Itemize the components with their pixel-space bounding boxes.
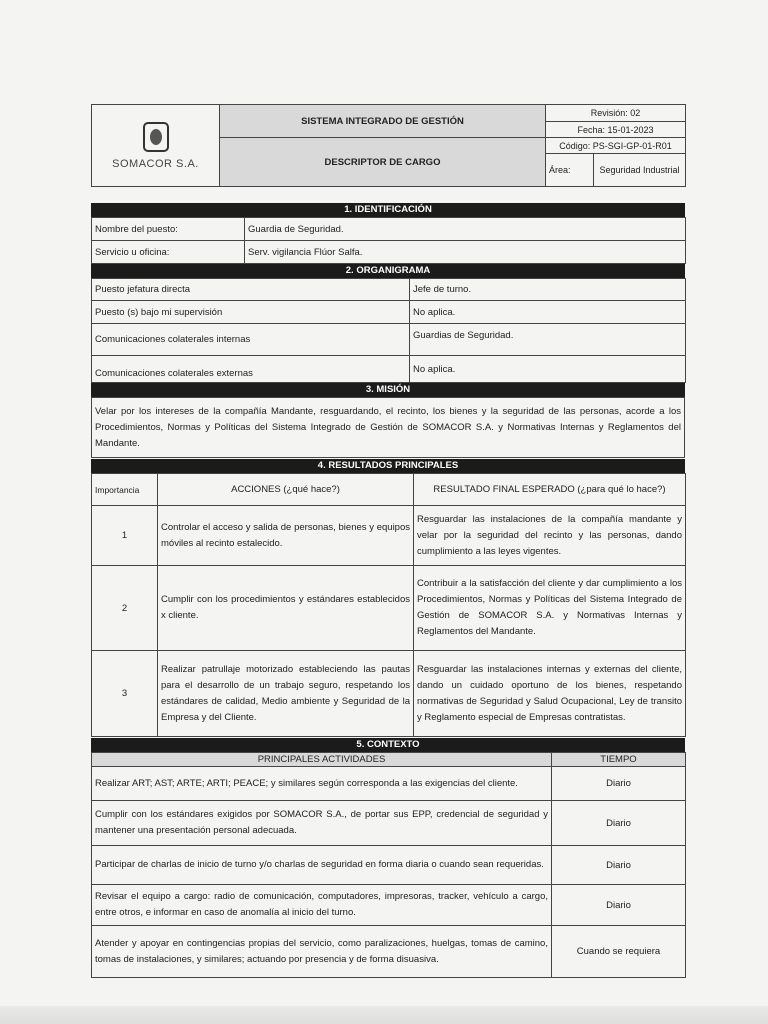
col-header-importancia: Importancia <box>92 474 158 506</box>
page-bottom-edge <box>0 1006 768 1024</box>
area-label: Área: <box>546 154 594 187</box>
field-value: Serv. vigilancia Flúor Salfa. <box>245 241 686 264</box>
company-logo <box>92 105 220 187</box>
document-title: DESCRIPTOR DE CARGO <box>220 138 546 187</box>
field-value: Guardia de Seguridad. <box>245 218 686 241</box>
section-organigrama-title: 2. ORGANIGRAMA <box>91 264 685 278</box>
revision: Revisión: 02 <box>546 105 686 122</box>
section-resultados-title: 4. RESULTADOS PRINCIPALES <box>91 459 685 473</box>
activity-time: Diario <box>552 767 686 801</box>
col-header-acciones: ACCIONES (¿qué hace?) <box>158 474 414 506</box>
activity-time: Diario <box>552 801 686 846</box>
mision-text: Velar por los intereses de la compañía Mandante, resguardando, el recinto, los bienes y la seguridad de las personas, acorde a los Procedimientos, Normas y Políticas del Sistema Integrado de Gestión de SOMACOR S.A. y Normativas Internas y Reglamentos del Mandante. <box>92 398 685 458</box>
activity-text: Realizar ART; AST; ARTE; ARTI; PEACE; y similares según corresponda a las exigencias del cliente. <box>92 767 552 801</box>
system-title: SISTEMA INTEGRADO DE GESTIÓN <box>220 105 546 138</box>
area-value: Seguridad Industrial <box>594 154 686 187</box>
section-contexto-title: 5. CONTEXTO <box>91 738 685 752</box>
activity-time: Diario <box>552 846 686 885</box>
mision-table <box>91 397 685 458</box>
result-text: Resguardar las instalaciones internas y externas del cliente, dando un cuidado oportuno de los bienes, respetando normativas de Seguridad y Salud Ocupacional, Ley de transito y Reglamento especial de Empresas contratistas. <box>414 651 686 737</box>
activity-text: Revisar el equipo a cargo: radio de comunicación, computadores, impresoras, tracker, vehículo a cargo, entre otros, e informar en caso de anomalía al inicio del turno. <box>92 885 552 926</box>
col-header-resultado: RESULTADO FINAL ESPERADO (¿para qué lo hace?) <box>414 474 686 506</box>
importance-value: 2 <box>92 566 158 651</box>
field-label: Servicio u oficina: <box>92 241 245 264</box>
activity-time: Cuando se requiera <box>552 926 686 978</box>
resultados-table <box>91 473 686 737</box>
date: Fecha: 15-01-2023 <box>546 122 686 138</box>
activity-text: Participar de charlas de inicio de turno y/o charlas de seguridad en forma diaria o cuando sean requeridas. <box>92 846 552 885</box>
action-text: Cumplir con los procedimientos y estándares establecidos x cliente. <box>158 566 414 651</box>
document-code: Código: PS-SGI-GP-01-R01 <box>546 138 686 154</box>
field-label: Nombre del puesto: <box>92 218 245 241</box>
field-value: No aplica. <box>410 356 686 383</box>
result-text: Contribuir a la satisfacción del cliente y dar cumplimiento a los Procedimientos, Normas y Políticas del Sistema Integrado de Gestión de SOMACOR S.A. y Normativas Internas y Reglamentos del Mandante. <box>414 566 686 651</box>
section-identificacion-title: 1. IDENTIFICACIÓN <box>91 203 685 217</box>
col-header-tiempo: TIEMPO <box>552 753 686 767</box>
importance-value: 3 <box>92 651 158 737</box>
identificacion-table <box>91 217 686 264</box>
organigrama-table <box>91 278 686 383</box>
field-value: Jefe de turno. <box>410 279 686 301</box>
somacor-logo-icon <box>143 122 169 152</box>
contexto-table <box>91 752 686 978</box>
activity-text: Atender y apoyar en contingencias propias del servicio, como paralizaciones, huelgas, tomas de camino, tomas de instalaciones, y similares; actuando por presencia y de forma disuasiva. <box>92 926 552 978</box>
field-value: No aplica. <box>410 301 686 324</box>
result-text: Resguardar las instalaciones de la compañía mandante y velar por la seguridad del recinto y las personas, dando cumplimiento a las leyes vigentes. <box>414 506 686 566</box>
activity-text: Cumplir con los estándares exigidos por SOMACOR S.A., de portar sus EPP, credencial de seguridad y mantener una presentación personal adecuada. <box>92 801 552 846</box>
field-label: Comunicaciones colaterales internas <box>92 324 410 356</box>
document-header <box>91 104 686 187</box>
activity-time: Diario <box>552 885 686 926</box>
action-text: Realizar patrullaje motorizado estableciendo las pautas para el desarrollo de un trabajo seguro, respetando los estándares de calidad, Medio ambiente y Seguridad de la Empresa y del Cliente. <box>158 651 414 737</box>
company-name: SOMACOR S.A. <box>112 157 199 170</box>
field-label: Comunicaciones colaterales externas <box>92 356 410 383</box>
field-label: Puesto jefatura directa <box>92 279 410 301</box>
action-text: Controlar el acceso y salida de personas, bienes y equipos móviles al recinto estalecido. <box>158 506 414 566</box>
field-value: Guardias de Seguridad. <box>410 324 686 356</box>
field-label: Puesto (s) bajo mi supervisión <box>92 301 410 324</box>
section-mision-title: 3. MISIÓN <box>91 383 685 397</box>
col-header-actividades: PRINCIPALES ACTIVIDADES <box>92 753 552 767</box>
importance-value: 1 <box>92 506 158 566</box>
